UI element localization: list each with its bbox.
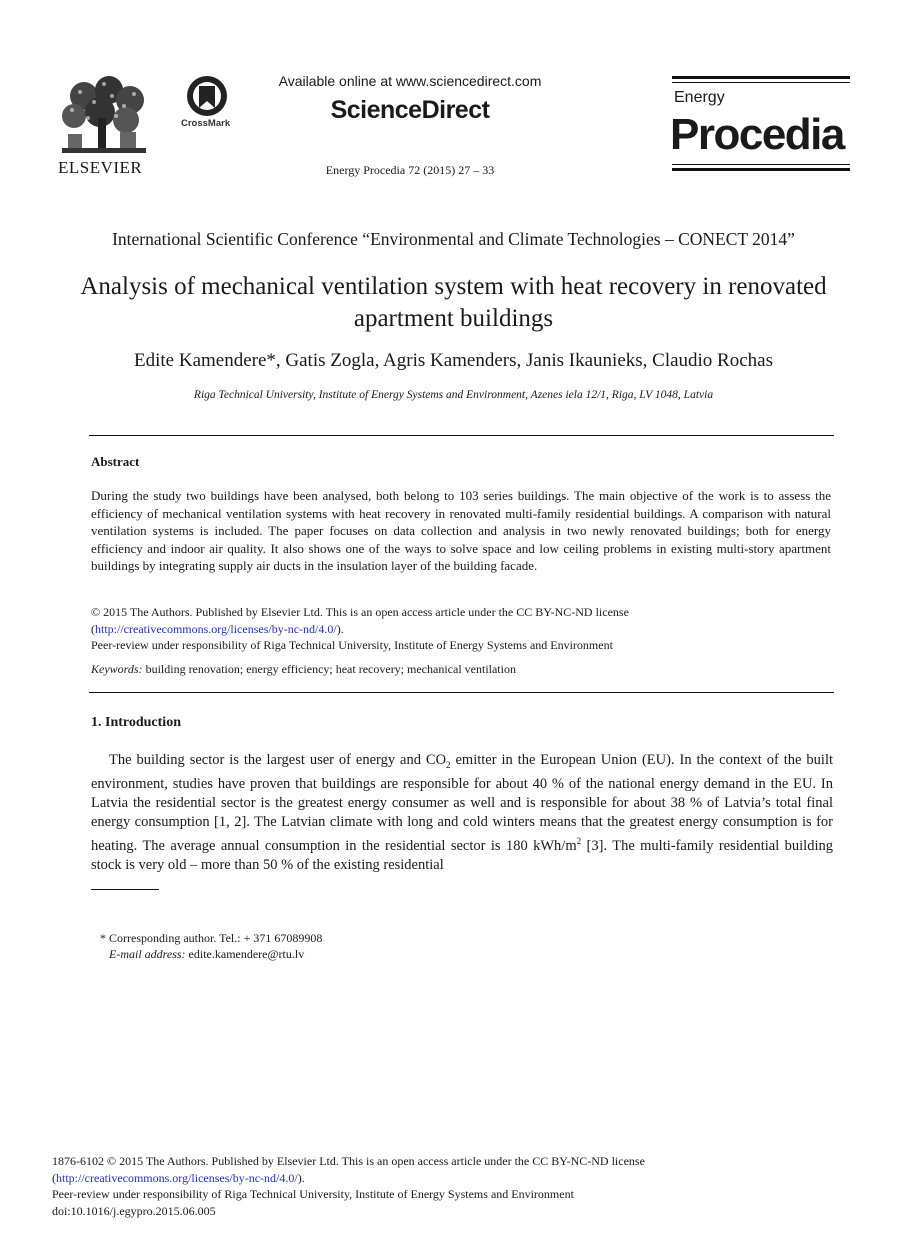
crossmark-label: CrossMark: [181, 118, 231, 129]
author-list: Edite Kamendere*, Gatis Zogla, Agris Kamenders, Janis Ikaunieks, Claudio Rochas: [134, 350, 773, 371]
paper-title: Analysis of mechanical ventilation system with heat recovery in renovated apartment buildings: [80, 273, 827, 332]
divider-bottom: [89, 692, 834, 693]
keywords-text: building renovation; energy efficiency; heat recovery; mechanical ventilation: [142, 662, 516, 676]
journal-brand-energy: Energy: [674, 89, 725, 106]
conference-name: International Scientific Conference “Environmental and Climate Technologies – CONECT 2014”: [112, 229, 795, 249]
footnote: [100, 930, 322, 962]
abstract-heading: Abstract: [91, 454, 140, 469]
affiliation: Riga Technical University, Institute of Energy Systems and Environment, Azenes iela 12/1, Riga, LV 1048, Latvia: [193, 389, 714, 401]
keywords-label: Keywords:: [91, 662, 143, 676]
journal-citation: Energy Procedia 72 (2015) 27 – 33: [325, 163, 495, 177]
footnote-rule: [91, 889, 159, 890]
footer-peer-review: Peer-review under responsibility of Riga Technical University, Institute of Energy Systems and Environment: [52, 1187, 574, 1201]
intro-text-part: [3]. The multi-family residential building stock is very old – more than 50 % of the existing residential: [91, 837, 833, 873]
paren-close: ).: [297, 1170, 305, 1185]
corresponding-author: * Corresponding author. Tel.: + 371 67089908: [100, 931, 323, 945]
email-address[interactable]: edite.kamendere@rtu.lv: [185, 947, 305, 961]
keywords-line: [91, 662, 831, 677]
license-link-line: [91, 621, 831, 638]
subscript: 2: [446, 759, 451, 770]
sciencedirect-logo: ScienceDirect: [330, 96, 490, 124]
brand-rule-bottom: [672, 164, 850, 171]
superscript: 2: [576, 835, 582, 846]
intro-text-part: The building sector is the largest user of energy and CO: [109, 752, 447, 768]
abstract-body: During the study two buildings have been analysed, both belong to 103 series buildings. The main objective of the work is to assess the efficiency of mechanical ventilation systems with heat recovery in renovated multi-family residential buildings. A comparison with natural ventilation systems is included. The paper focuses on data collection and analysis in two newly renovated buildings; both for energy efficiency and indoor air quality. It also shows one of the ways to solve space and low ceiling problems in existing multi-story apartment buildings by integrating supply air ducts in the insulation layer of the building facade.: [91, 488, 831, 574]
footer-license-link[interactable]: http://creativecommons.org/licenses/by-nc-nd/4.0/: [56, 1170, 298, 1185]
introduction-body: [91, 751, 833, 875]
issn-copyright: 1876-6102 © 2015 The Authors. Published by Elsevier Ltd. This is an open access article under the CC BY-NC-ND license: [52, 1154, 645, 1168]
introduction-paragraph: [91, 751, 833, 875]
publisher-name: ELSEVIER: [58, 158, 143, 177]
email-line: [100, 946, 322, 962]
journal-brand-procedia: Procedia: [670, 110, 844, 159]
license-statement: © 2015 The Authors. Published by Elsevier Ltd. This is an open access article under the CC BY-NC-ND license: [91, 605, 629, 619]
page-footer: [52, 1153, 852, 1219]
doi[interactable]: doi:10.1016/j.egypro.2015.06.005: [52, 1203, 216, 1218]
paren-close: ).: [336, 621, 344, 636]
available-online-text: Available online at www.sciencedirect.com: [278, 73, 542, 89]
email-label: E-mail address:: [109, 947, 186, 961]
divider-top: [89, 435, 834, 436]
license-link[interactable]: http://creativecommons.org/licenses/by-nc-nd/4.0/: [95, 621, 337, 636]
intro-text-part: emitter in the European Union (EU). In the context of the built environment, studies have proven that buildings are responsible for about 40 % of the national energy demand in the EU. In Latvia the residential sector is the greatest energy consumer as well and is responsible for about 38 % of Latvia’s total final energy consumption [1, 2]. The Latvian climate with long and cold winters means that the greatest energy consumption is for heating. The average annual consumption in the residential sector is 180 kWh/m: [91, 752, 833, 854]
brand-rule-top: [672, 76, 850, 83]
paren-open: (: [91, 621, 95, 636]
footer-link-line: [52, 1170, 852, 1187]
license-block: [91, 604, 831, 654]
peer-review-statement: Peer-review under responsibility of Riga Technical University, Institute of Energy Systems and Environment: [91, 638, 613, 652]
section-heading-introduction: 1. Introduction: [91, 715, 181, 730]
paren-open: (: [52, 1170, 56, 1185]
